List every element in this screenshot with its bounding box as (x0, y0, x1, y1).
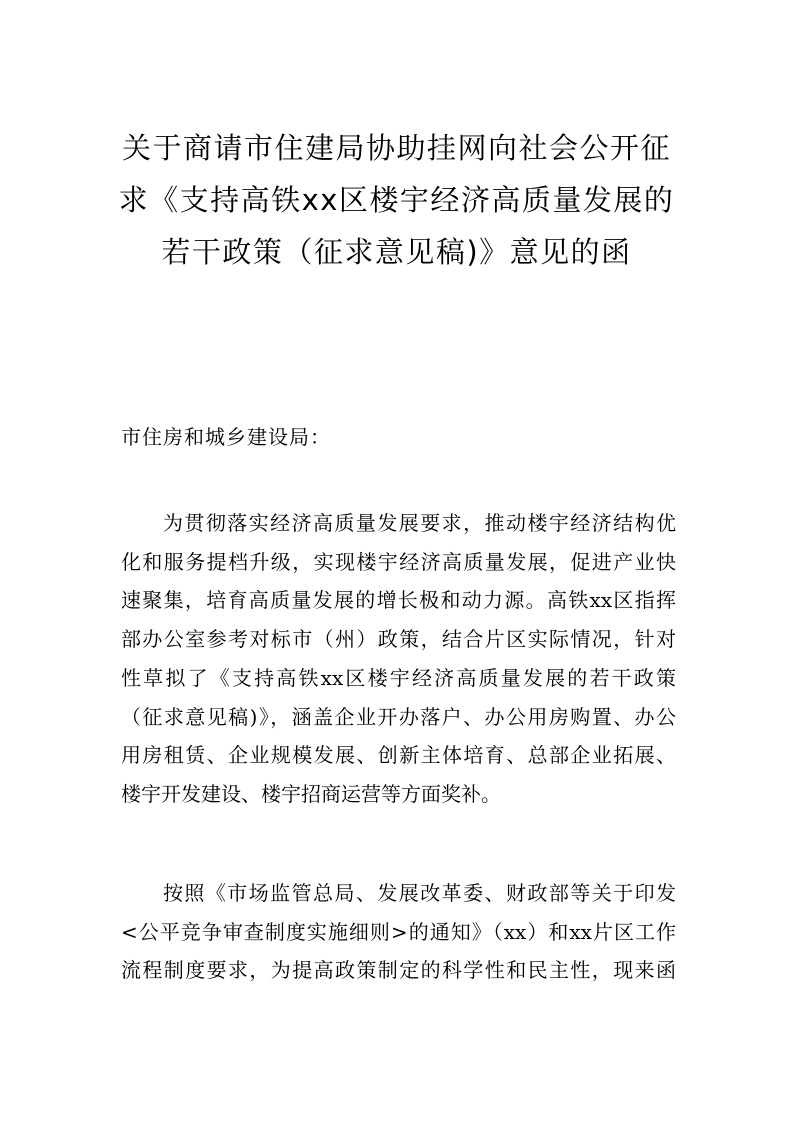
paragraph-line: 速聚集，培育高质量发展的增长极和动力源。高铁xx区指挥 (121, 588, 676, 613)
body-paragraph-2 (121, 874, 676, 990)
title-line: 求《支持高铁xx区楼宇经济高质量发展的 (118, 183, 675, 217)
paragraph-line: （征求意见稿)》，涵盖企业开办落户、办公用房购置、办公 (121, 704, 676, 729)
paragraph-line: 流程制度要求，为提高政策制定的科学性和民主性，现来函 (121, 958, 676, 983)
paragraph-line: 为贯彻落实经济高质量发展要求，推动楼宇经济结构优 (163, 511, 676, 535)
paragraph-line: 部办公室参考对标市（州）政策，结合片区实际情况，针对 (121, 627, 676, 652)
title-line: 若干政策（征求意见稿)》意见的函 (161, 235, 632, 269)
paragraph-line: 性草拟了《支持高铁xx区楼宇经济高质量发展的若干政策 (121, 665, 676, 690)
title-line: 关于商请市住建局协助挂网向社会公开征 (121, 131, 671, 165)
paragraph-line: 按照《市场监管总局、发展改革委、财政部等关于印发 (163, 881, 676, 905)
document-title (110, 122, 683, 278)
paragraph-line: 用房租赁、企业规模发展、创新主体培育、总部企业拓展、 (121, 743, 676, 768)
salutation: 市住房和城乡建设局： (121, 425, 331, 449)
paragraph-line: 楼宇开发建设、楼宇招商运营等方面奖补。 (121, 781, 501, 806)
paragraph-line: 化和服务提档升级，实现楼宇经济高质量发展，促进产业快 (121, 549, 676, 574)
body-paragraph-1 (121, 504, 676, 814)
paragraph-line: <公平竞争审查制度实施细则>的通知》（xx）和xx片区工作 (121, 919, 676, 944)
